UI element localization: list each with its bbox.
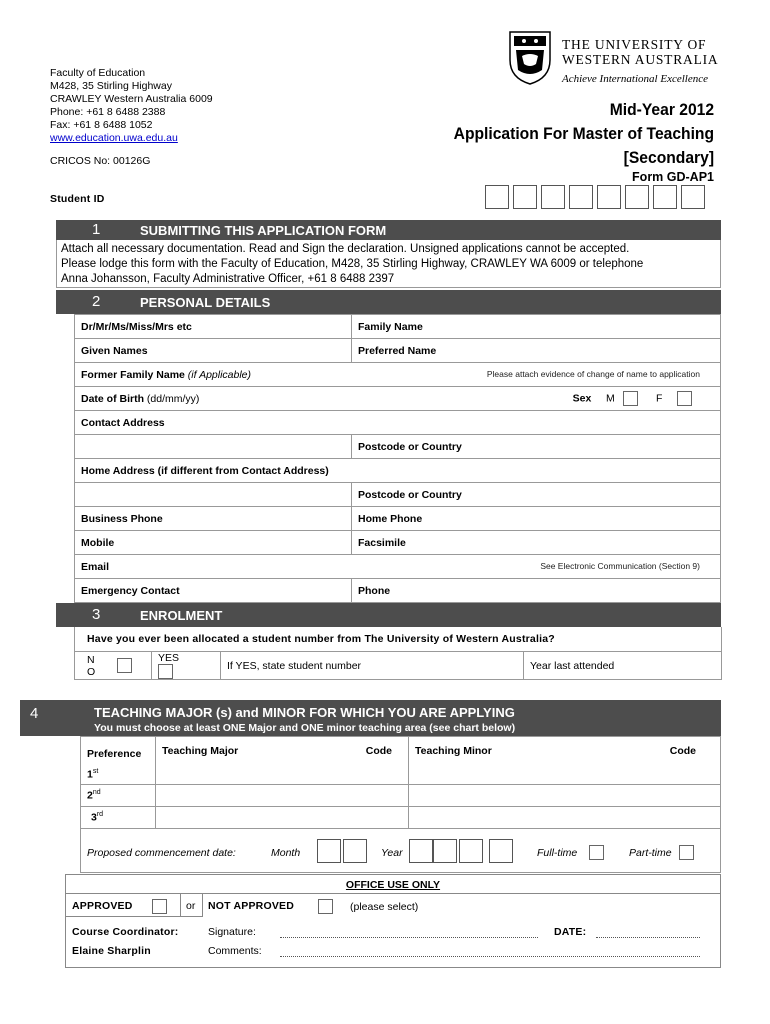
male-checkbox[interactable] [623, 391, 638, 406]
yes-label: YES [158, 652, 180, 664]
course-coordinator-label: Course Coordinator: [72, 926, 179, 938]
preference-row [81, 784, 156, 806]
emergency-phone-label: Phone [358, 584, 391, 597]
major-3-field[interactable] [156, 806, 409, 828]
date-line[interactable] [596, 937, 700, 938]
home-phone-label: Home Phone [358, 512, 423, 525]
mobile-label: Mobile [81, 536, 115, 549]
year-attended-label: Year last attended [530, 659, 615, 672]
month-label: Month [271, 846, 301, 859]
dob-field[interactable] [75, 387, 721, 411]
title-label: Dr/Mr/Ms/Miss/Mrs etc [81, 320, 192, 333]
faculty-line: Fax: +61 8 6488 1052 [50, 119, 153, 131]
student-number-label: If YES, state student number [227, 659, 362, 672]
former-name-note: Please attach evidence of change of name to application [486, 369, 700, 379]
major-2-field[interactable] [156, 784, 409, 806]
month-digit-box[interactable] [343, 839, 367, 863]
section-3-title: ENROLMENT [140, 608, 223, 623]
year-attended-field[interactable] [524, 652, 722, 680]
home-address-line2[interactable] [75, 483, 352, 507]
student-id-digit[interactable] [681, 185, 705, 209]
year-digit-box[interactable] [459, 839, 483, 863]
preference-row [81, 806, 156, 828]
signature-line[interactable] [280, 937, 538, 938]
section-2-header [56, 290, 721, 314]
minor-2-field[interactable] [409, 784, 721, 806]
no-label: NO [87, 654, 96, 678]
section-4-header [20, 700, 721, 736]
student-id-digit[interactable] [485, 185, 509, 209]
given-names-label: Given Names [81, 344, 148, 357]
form-code: Form GD-AP1 [632, 170, 714, 184]
preference-2: 2 [87, 789, 93, 802]
year-digit-box[interactable] [489, 839, 513, 863]
faculty-line: Faculty of Education [50, 67, 146, 79]
section-1-body [56, 240, 721, 288]
teaching-minor-label: Teaching Minor [415, 745, 492, 757]
approved-checkbox[interactable] [152, 899, 167, 914]
month-digit-box[interactable] [317, 839, 341, 863]
teaching-major-label: Teaching Major [162, 745, 239, 757]
postcode-field[interactable] [352, 435, 721, 459]
contact-address-line2[interactable] [75, 435, 352, 459]
title-field[interactable] [75, 315, 352, 339]
year-digit-box[interactable] [433, 839, 457, 863]
emergency-contact-field[interactable] [75, 579, 352, 603]
section-2-title: PERSONAL DETAILS [140, 295, 271, 310]
teaching-areas-table [80, 736, 721, 873]
section-1-header [56, 220, 721, 240]
no-option[interactable] [75, 652, 152, 680]
section-3-number: 3 [92, 606, 101, 623]
email-note: See Electronic Communication (Section 9) [540, 561, 700, 571]
contact-address-label: Contact Address [81, 416, 165, 429]
please-select-label: (please select) [350, 901, 419, 913]
home-address-label: Home Address (if different from Contact Address) [81, 464, 329, 477]
dob-label: Date of Birth [81, 392, 144, 405]
office-use-title: OFFICE USE ONLY [345, 879, 441, 891]
form-title-line1: Mid-Year 2012 [609, 100, 714, 119]
preferred-name-label: Preferred Name [358, 344, 437, 357]
not-approved-label: NOT APPROVED [208, 900, 295, 912]
emergency-phone-field[interactable] [352, 579, 721, 603]
section-4-subtitle: You must choose at least ONE Major and ONE minor teaching area (see chart below) [94, 722, 516, 734]
fulltime-checkbox[interactable] [589, 845, 604, 860]
preference-3-suffix: rd [96, 810, 104, 818]
preference-1-suffix: st [92, 768, 99, 775]
family-name-label: Family Name [358, 320, 423, 333]
preference-2-suffix: nd [92, 788, 101, 796]
enrolment-question-row [74, 627, 722, 652]
year-digit-box[interactable] [409, 839, 433, 863]
approved-label: APPROVED [72, 900, 133, 912]
yes-option[interactable] [152, 652, 221, 680]
commencement-label: Proposed commencement date: [87, 846, 236, 859]
email-label: Email [81, 560, 110, 573]
section-1-number: 1 [92, 221, 101, 238]
minor-code-label: Code [669, 745, 696, 757]
enrolment-table [74, 651, 722, 680]
business-phone-label: Business Phone [81, 512, 163, 525]
facsimile-field[interactable] [352, 531, 721, 555]
former-name-field[interactable] [75, 363, 721, 387]
office-use-box [65, 874, 721, 968]
major-1-field[interactable] [156, 737, 409, 785]
section-3-header [56, 603, 721, 627]
faculty-address [50, 67, 213, 145]
form-title-line3: [Secondary] [623, 148, 714, 167]
family-name-field[interactable] [352, 315, 721, 339]
section-4-title: TEACHING MAJOR (s) and MINOR FOR WHICH YOU ARE APPLYING [94, 705, 515, 720]
not-approved-checkbox[interactable] [318, 899, 333, 914]
dob-format: (dd/mm/yy) [144, 392, 200, 405]
email-field[interactable] [75, 555, 721, 579]
personal-details-table [74, 314, 721, 603]
coordinator-name: Elaine Sharplin [72, 945, 151, 957]
former-name-label: Former Family Name [81, 368, 185, 381]
university-name-line1: THE UNIVERSITY OF [562, 37, 707, 52]
enrolment-question: Have you ever been allocated a student number from The University of Western Australia? [87, 633, 555, 645]
student-id-digit[interactable] [569, 185, 593, 209]
home-postcode-label: Postcode or Country [358, 488, 462, 501]
commencement-row [81, 828, 721, 872]
faculty-line: CRAWLEY Western Australia 6009 [50, 93, 213, 105]
home-address-field[interactable] [75, 459, 721, 483]
female-label: F [655, 392, 663, 405]
faculty-line: M428, 35 Stirling Highway [50, 80, 172, 92]
male-label: M [605, 392, 615, 405]
section-1-line: Please lodge this form with the Faculty of Education, M428, 35 Stirling Highway, CRAWLEY WA 6009 or telephone [61, 258, 644, 270]
section-4-number: 4 [30, 705, 39, 722]
mobile-field[interactable] [75, 531, 352, 555]
minor-3-field[interactable] [409, 806, 721, 828]
or-label: or [186, 900, 196, 912]
facsimile-label: Facsimile [358, 536, 406, 549]
preference-label: Preference [87, 748, 142, 760]
signature-label: Signature: [208, 926, 256, 938]
fulltime-label: Full-time [537, 846, 578, 859]
comments-line[interactable] [280, 956, 700, 957]
university-tagline: Achieve International Excellence [562, 73, 708, 85]
emergency-contact-label: Emergency Contact [81, 584, 180, 597]
university-crest-icon [508, 30, 552, 85]
minor-1-field[interactable] [409, 737, 721, 785]
given-names-field[interactable] [75, 339, 352, 363]
year-label: Year [381, 846, 403, 859]
preference-header [81, 737, 156, 785]
form-title-line2: Application For Master of Teaching [453, 124, 714, 143]
student-id-label: Student ID [50, 193, 105, 205]
sex-label: Sex [572, 392, 592, 405]
university-name-line2: WESTERN AUSTRALIA [562, 52, 719, 67]
student-id-digit[interactable] [597, 185, 621, 209]
parttime-label: Part-time [629, 846, 672, 859]
cricos-number: CRICOS No: 00126G [50, 155, 151, 167]
university-name [562, 37, 718, 67]
parttime-checkbox[interactable] [679, 845, 694, 860]
section-1-line: Anna Johansson, Faculty Administrative Officer, +61 8 6488 2397 [61, 273, 395, 285]
section-1-title: SUBMITTING THIS APPLICATION FORM [140, 223, 387, 238]
contact-address-field[interactable] [75, 411, 721, 435]
student-id-digit[interactable] [625, 185, 649, 209]
preference-1: 1 [87, 768, 93, 781]
former-name-suffix: (if Applicable) [184, 368, 252, 381]
postcode-label: Postcode or Country [358, 440, 462, 453]
form-title [454, 98, 714, 170]
home-phone-field[interactable] [352, 507, 721, 531]
major-code-label: Code [365, 745, 392, 757]
faculty-url[interactable]: www.education.uwa.edu.au [50, 132, 178, 144]
student-number-field[interactable] [221, 652, 524, 680]
faculty-line: Phone: +61 8 6488 2388 [50, 106, 166, 118]
business-phone-field[interactable] [75, 507, 352, 531]
student-id-digit[interactable] [513, 185, 537, 209]
student-id-digit[interactable] [653, 185, 677, 209]
section-1-line: Attach all necessary documentation. Read and Sign the declaration. Unsigned applications cannot be accepted. [61, 243, 630, 255]
yes-checkbox[interactable] [158, 664, 173, 679]
no-checkbox[interactable] [117, 658, 132, 673]
female-checkbox[interactable] [677, 391, 692, 406]
date-label: DATE: [554, 926, 587, 938]
preference-3: 3 [91, 811, 97, 824]
preferred-name-field[interactable] [352, 339, 721, 363]
comments-label: Comments: [208, 945, 262, 957]
student-id-digit[interactable] [541, 185, 565, 209]
home-postcode-field[interactable] [352, 483, 721, 507]
section-2-number: 2 [92, 293, 101, 310]
